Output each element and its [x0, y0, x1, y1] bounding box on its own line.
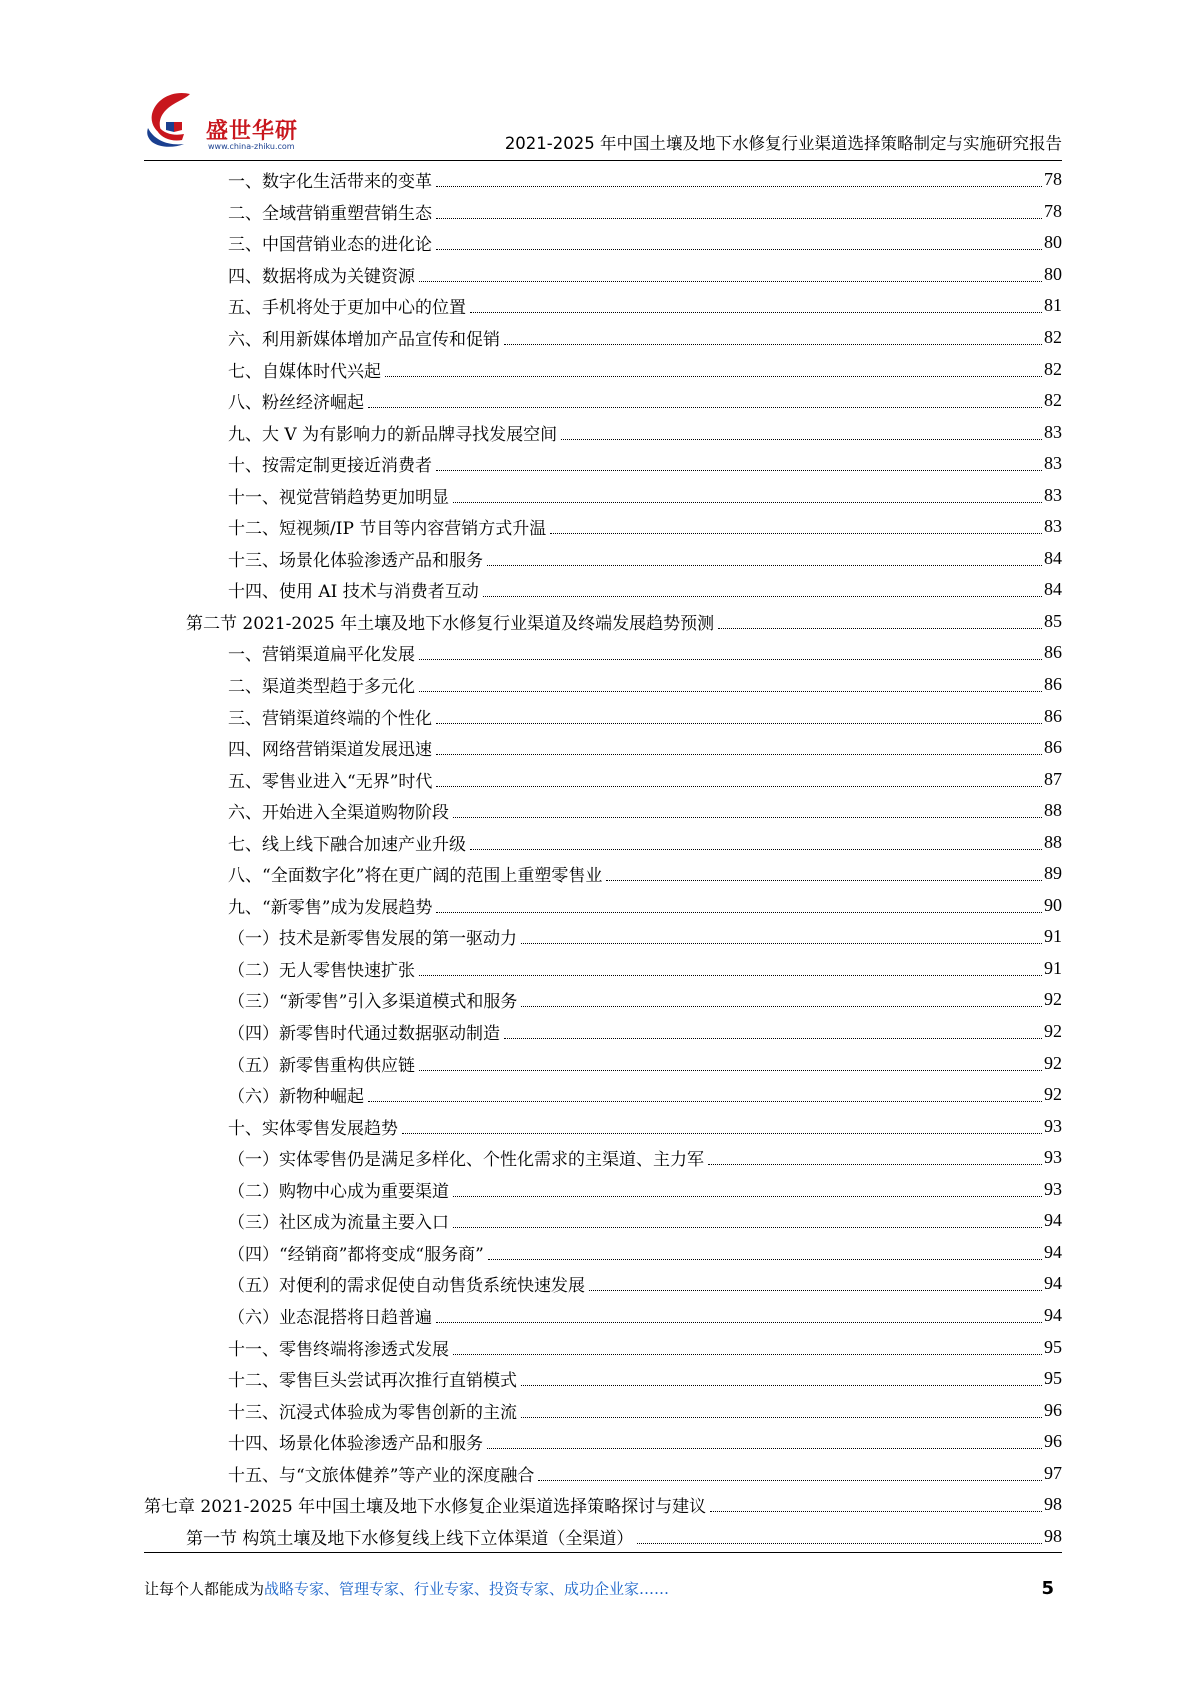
toc-entry-page: 93: [1044, 1147, 1062, 1168]
toc-entry-page: 89: [1044, 863, 1062, 884]
header-divider: [144, 160, 1062, 161]
toc-entry[interactable]: [144, 290, 1062, 322]
toc-leader-dots: [550, 533, 1042, 534]
toc-entry-page: 82: [1044, 327, 1062, 347]
toc-entry-page: 96: [1044, 1431, 1062, 1452]
toc-entry[interactable]: [144, 227, 1062, 259]
toc-leader-dots: [470, 849, 1042, 850]
toc-leader-dots: [419, 975, 1042, 976]
toc-entry-page: 83: [1044, 421, 1062, 442]
toc-entry[interactable]: [144, 1331, 1062, 1363]
toc-entry-page: 80: [1044, 232, 1062, 253]
toc-entry-title: 九、大 V 为有影响力的新品牌寻找发展空间: [228, 424, 558, 445]
toc-leader-dots: [385, 376, 1042, 377]
toc-entry-title: 十三、沉浸式体验成为零售创新的主流: [228, 1402, 517, 1423]
toc-leader-dots: [538, 1480, 1042, 1481]
toc-entry-page: 85: [1044, 610, 1062, 631]
toc-entry-page: 86: [1044, 737, 1062, 758]
toc-entry[interactable]: [144, 543, 1062, 575]
toc-entry[interactable]: [144, 1047, 1062, 1079]
footer-divider: [144, 1552, 1062, 1553]
toc-entry-page: 94: [1044, 1273, 1062, 1294]
toc-entry-title: 十三、场景化体验渗透产品和服务: [228, 550, 483, 571]
toc-leader-dots: [521, 1417, 1042, 1418]
toc-leader-dots: [487, 565, 1042, 566]
toc-entry-page: 84: [1044, 547, 1062, 568]
toc-entry-title: 十、按需定制更接近消费者: [228, 456, 432, 477]
toc-leader-dots: [453, 502, 1042, 503]
page-header: [144, 80, 1062, 160]
toc-entry-title: 十、实体零售发展趋势: [228, 1118, 398, 1139]
toc-entry[interactable]: [144, 322, 1062, 354]
toc-entry-page: 91: [1044, 957, 1062, 978]
toc-entry[interactable]: [144, 1268, 1062, 1300]
toc-entry[interactable]: [144, 1142, 1062, 1174]
toc-entry-title: （二）购物中心成为重要渠道: [228, 1181, 449, 1202]
toc-entry-page: 95: [1044, 1336, 1062, 1357]
toc-entry[interactable]: [144, 353, 1062, 385]
toc-leader-dots: [436, 249, 1042, 250]
report-title: 2021-2025 年中国土壤及地下水修复行业渠道选择策略制定与实施研究报告: [504, 134, 1062, 153]
toc-entry-page: 90: [1044, 894, 1062, 915]
toc-entry[interactable]: [144, 1457, 1062, 1489]
toc-entry-title: 九、“新零售”成为发展趋势: [228, 897, 433, 918]
toc-entry-title: 五、手机将处于更加中心的位置: [228, 298, 466, 319]
toc-entry[interactable]: [144, 732, 1062, 764]
toc-leader-dots: [436, 186, 1042, 187]
toc-entry[interactable]: [144, 1174, 1062, 1206]
toc-entry-title: 六、开始进入全渠道购物阶段: [228, 803, 449, 824]
toc-entry[interactable]: [144, 385, 1062, 417]
toc-entry-title: 四、网络营销渠道发展迅速: [228, 740, 432, 761]
toc-entry-title: 十二、零售巨头尝试再次推行直销模式: [228, 1371, 517, 1392]
table-of-contents: [144, 164, 1062, 1552]
toc-entry-title: 二、全域营销重塑营销生态: [228, 203, 432, 224]
toc-entry-page: 82: [1044, 390, 1062, 411]
toc-entry-title: 二、渠道类型趋于多元化: [228, 677, 415, 698]
toc-leader-dots: [521, 943, 1042, 944]
toc-entry-title: 四、数据将成为关键资源: [228, 266, 415, 287]
toc-entry-title: （一）实体零售仍是满足多样化、个性化需求的主渠道、主力军: [228, 1150, 704, 1171]
toc-entry-page: 81: [1044, 295, 1062, 316]
toc-entry-page: 83: [1044, 484, 1062, 505]
toc-entry[interactable]: [144, 953, 1062, 985]
company-logo: [144, 88, 314, 154]
toc-leader-dots: [521, 1385, 1042, 1386]
toc-entry-title: 第七章 2021-2025 年中国土壤及地下水修复企业渠道选择策略探讨与建议: [144, 1497, 707, 1518]
toc-entry-page: 93: [1044, 1178, 1062, 1199]
toc-entry-page: 82: [1044, 358, 1062, 379]
toc-leader-dots: [453, 1196, 1042, 1197]
toc-entry[interactable]: [144, 196, 1062, 228]
slogan-prefix: 让每个人都能成为: [144, 1580, 265, 1598]
toc-leader-dots: [521, 1006, 1042, 1007]
toc-entry-title: （三）“新零售”引入多渠道模式和服务: [228, 992, 518, 1013]
toc-entry-title: 八、“全面数字化”将在更广阔的范围上重塑零售业: [228, 866, 603, 887]
toc-entry[interactable]: [144, 700, 1062, 732]
logo-name: 盛世华研: [206, 119, 299, 144]
toc-entry[interactable]: [144, 1363, 1062, 1395]
toc-leader-dots: [436, 1322, 1042, 1323]
page-number: 5: [1041, 1578, 1054, 1599]
logo-url: www.china-zhiku.com: [208, 142, 295, 151]
toc-leader-dots: [710, 1511, 1042, 1512]
toc-entry-page: 96: [1044, 1399, 1062, 1420]
toc-entry-page: 86: [1044, 705, 1062, 726]
toc-leader-dots: [402, 1133, 1042, 1134]
toc-entry-page: 92: [1044, 989, 1062, 1010]
toc-entry-title: （一）技术是新零售发展的第一驱动力: [228, 929, 517, 950]
toc-entry-page: 94: [1044, 1241, 1062, 1262]
toc-entry-page: 86: [1044, 642, 1062, 663]
toc-entry-page: 92: [1044, 1084, 1062, 1105]
toc-entry-title: 十一、视觉营销趋势更加明显: [228, 487, 449, 508]
toc-entry-title: 一、数字化生活带来的变革: [228, 172, 432, 193]
toc-leader-dots: [419, 1070, 1042, 1071]
toc-entry-title: 第一节 构筑土壤及地下水修复线上线下立体渠道（全渠道）: [186, 1528, 634, 1549]
toc-entry[interactable]: [144, 1016, 1062, 1048]
toc-entry-page: 91: [1044, 926, 1062, 947]
toc-entry[interactable]: [144, 1394, 1062, 1426]
slogan-highlight: 战略专家、管理专家、行业专家、投资专家、成功企业家……: [264, 1580, 670, 1598]
toc-entry-title: 七、自媒体时代兴起: [228, 361, 381, 382]
toc-leader-dots: [637, 1543, 1042, 1544]
toc-entry-title: 七、线上线下融合加速产业升级: [228, 834, 466, 855]
toc-entry-page: 78: [1044, 169, 1062, 190]
toc-entry-title: （四）“经销商”都将变成“服务商”: [228, 1244, 484, 1265]
toc-entry-page: 92: [1044, 1052, 1062, 1073]
toc-entry[interactable]: [144, 574, 1062, 606]
toc-entry-title: 三、中国营销业态的进化论: [228, 235, 432, 256]
toc-entry[interactable]: [144, 890, 1062, 922]
footer-slogan: [144, 1578, 669, 1599]
toc-entry-title: （四）新零售时代通过数据驱动制造: [228, 1024, 500, 1045]
toc-entry[interactable]: [144, 479, 1062, 511]
toc-entry[interactable]: [144, 669, 1062, 701]
toc-entry[interactable]: [144, 826, 1062, 858]
toc-leader-dots: [708, 1164, 1042, 1165]
toc-leader-dots: [589, 1290, 1042, 1291]
toc-entry[interactable]: [144, 637, 1062, 669]
toc-entry-title: 五、零售业进入“无界”时代: [228, 771, 433, 792]
toc-leader-dots: [368, 1101, 1042, 1102]
toc-entry-page: 88: [1044, 831, 1062, 852]
toc-leader-dots: [606, 880, 1042, 881]
toc-leader-dots: [483, 596, 1042, 597]
toc-leader-dots: [436, 723, 1042, 724]
toc-entry[interactable]: [144, 1110, 1062, 1142]
toc-entry[interactable]: [144, 1300, 1062, 1332]
toc-leader-dots: [436, 786, 1042, 787]
toc-entry-page: 80: [1044, 263, 1062, 284]
toc-leader-dots: [504, 344, 1042, 345]
toc-entry[interactable]: [144, 763, 1062, 795]
toc-entry-title: 八、粉丝经济崛起: [228, 393, 364, 414]
toc-entry-title: 十二、短视频/IP 节目等内容营销方式升温: [228, 519, 547, 540]
toc-entry-title: 十一、零售终端将渗透式发展: [228, 1339, 449, 1360]
toc-leader-dots: [419, 281, 1042, 282]
toc-leader-dots: [436, 912, 1042, 913]
toc-entry-page: 83: [1044, 453, 1062, 474]
toc-leader-dots: [488, 1259, 1042, 1260]
toc-leader-dots: [453, 1354, 1042, 1355]
toc-entry[interactable]: [144, 164, 1062, 196]
toc-entry[interactable]: [144, 984, 1062, 1016]
toc-entry-title: 第二节 2021-2025 年土壤及地下水修复行业渠道及终端发展趋势预测: [186, 613, 715, 634]
page-footer: [144, 1578, 1062, 1608]
toc-entry-page: 84: [1044, 579, 1062, 600]
toc-entry-page: 97: [1044, 1462, 1062, 1483]
toc-entry-title: 一、营销渠道扁平化发展: [228, 645, 415, 666]
toc-entry-page: 98: [1044, 1525, 1062, 1546]
toc-entry-page: 88: [1044, 800, 1062, 821]
toc-entry-title: （五）新零售重构供应链: [228, 1055, 415, 1076]
toc-entry[interactable]: [144, 606, 1062, 638]
toc-entry-page: 78: [1044, 200, 1062, 221]
toc-leader-dots: [436, 754, 1042, 755]
toc-leader-dots: [419, 691, 1042, 692]
toc-entry-title: 六、利用新媒体增加产品宣传和促销: [228, 330, 500, 350]
toc-entry-page: 83: [1044, 516, 1062, 537]
toc-entry-page: 86: [1044, 674, 1062, 695]
toc-entry-title: （六）业态混搭将日趋普遍: [228, 1307, 432, 1328]
toc-entry-title: 十五、与“文旅体健养”等产业的深度融合: [228, 1465, 535, 1486]
toc-entry-title: （二）无人零售快速扩张: [228, 960, 415, 981]
toc-entry[interactable]: [144, 795, 1062, 827]
toc-entry[interactable]: [144, 259, 1062, 291]
toc-entry-page: 87: [1044, 768, 1062, 789]
toc-entry-title: 十四、使用 AI 技术与消费者互动: [228, 582, 479, 603]
toc-entry-page: 94: [1044, 1210, 1062, 1231]
logo-swoosh-icon: [144, 88, 214, 154]
toc-entry-page: 98: [1044, 1494, 1062, 1515]
toc-leader-dots: [436, 218, 1042, 219]
toc-entry[interactable]: [144, 1079, 1062, 1111]
toc-entry-page: 93: [1044, 1115, 1062, 1136]
toc-entry-page: 94: [1044, 1304, 1062, 1325]
toc-entry[interactable]: [144, 921, 1062, 953]
toc-entry-title: （三）社区成为流量主要入口: [228, 1213, 449, 1234]
toc-entry-title: （六）新物种崛起: [228, 1087, 364, 1108]
toc-entry[interactable]: [144, 511, 1062, 543]
toc-leader-dots: [718, 628, 1042, 629]
toc-leader-dots: [436, 470, 1042, 471]
toc-entry-title: 三、营销渠道终端的个性化: [228, 708, 432, 729]
toc-entry-page: 92: [1044, 1021, 1062, 1042]
toc-entry[interactable]: [144, 858, 1062, 890]
toc-entry[interactable]: [144, 448, 1062, 480]
toc-leader-dots: [504, 1038, 1042, 1039]
toc-leader-dots: [368, 407, 1042, 408]
toc-entry[interactable]: [144, 1237, 1062, 1269]
toc-leader-dots: [470, 312, 1042, 313]
toc-entry-title: （五）对便利的需求促使自动售货系统快速发展: [228, 1276, 585, 1297]
toc-leader-dots: [487, 1448, 1042, 1449]
toc-leader-dots: [419, 659, 1042, 660]
toc-entry[interactable]: [144, 1521, 1062, 1553]
toc-leader-dots: [453, 1227, 1042, 1228]
toc-entry[interactable]: [144, 416, 1062, 448]
toc-leader-dots: [453, 817, 1042, 818]
toc-entry[interactable]: [144, 1426, 1062, 1458]
toc-entry[interactable]: [144, 1205, 1062, 1237]
toc-entry-page: 95: [1044, 1368, 1062, 1389]
toc-leader-dots: [561, 439, 1042, 440]
toc-entry-title: 十四、场景化体验渗透产品和服务: [228, 1434, 483, 1455]
toc-entry[interactable]: [144, 1489, 1062, 1521]
